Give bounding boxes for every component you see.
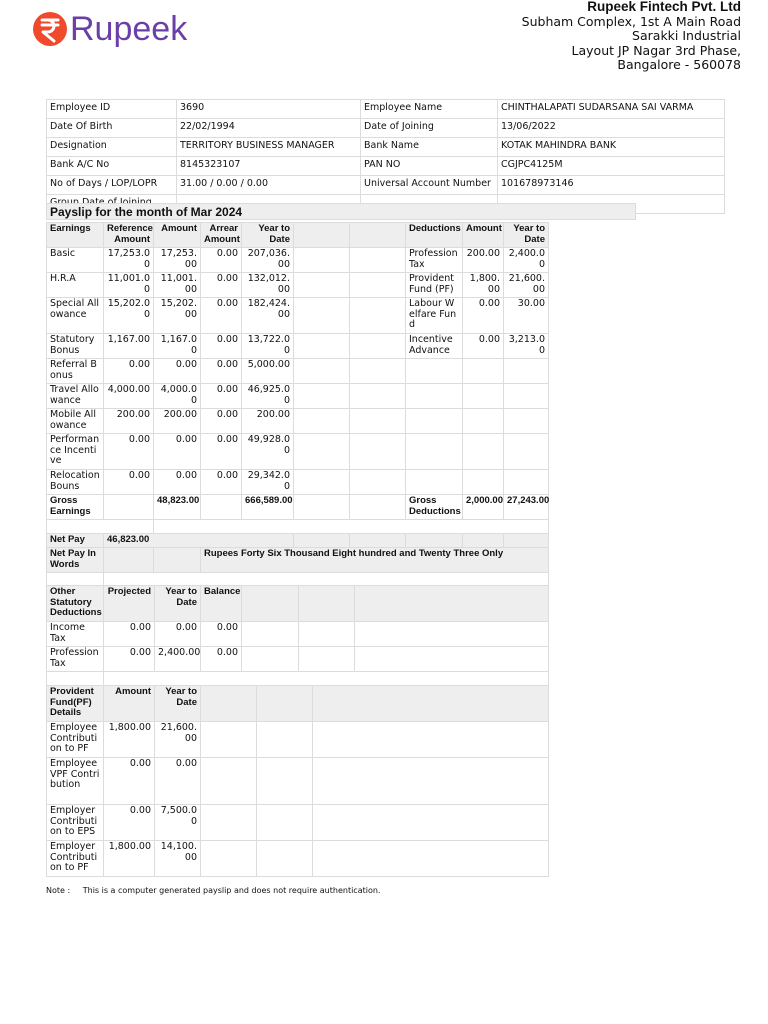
statutory-deductions-table	[46, 585, 549, 686]
statutory-cell: Profession Tax	[47, 647, 104, 672]
net-pay-words-row	[47, 548, 549, 573]
deduction-cell	[504, 409, 549, 434]
info-value: 8145323107	[177, 157, 361, 176]
earnings-row	[47, 248, 549, 273]
gross-cell: 48,823.00	[154, 495, 201, 520]
deduction-cell	[350, 298, 406, 334]
note-label: Note :	[46, 886, 71, 895]
pf-cell	[257, 722, 313, 758]
earning-cell: Travel Allowance	[47, 384, 104, 409]
deduction-cell	[294, 384, 350, 409]
deduction-cell: 3,213.00	[504, 334, 549, 359]
column-header: Year to Date	[242, 223, 294, 248]
earning-cell: 29,342.00	[242, 470, 294, 495]
earning-cell: 0.00	[201, 384, 242, 409]
deduction-cell	[504, 470, 549, 495]
statutory-cell: Income Tax	[47, 622, 104, 647]
earning-cell: 0.00	[104, 434, 154, 470]
deduction-cell	[294, 273, 350, 298]
net-pay-label: Net Pay	[47, 534, 104, 548]
earning-cell: H.R.A	[47, 273, 104, 298]
spacer-row	[47, 520, 549, 534]
info-value: 13/06/2022	[498, 119, 725, 138]
address-line: Bangalore - 560078	[617, 57, 741, 72]
gross-cell: 2,000.00	[463, 495, 504, 520]
earning-cell: 132,012.00	[242, 273, 294, 298]
earning-cell: 0.00	[201, 273, 242, 298]
earnings-row	[47, 334, 549, 359]
spacer-row	[47, 672, 549, 686]
info-label: Bank Name	[361, 138, 498, 157]
column-header	[350, 223, 406, 248]
earning-cell: 4,000.00	[154, 384, 201, 409]
logo-wordmark: Rupeek	[70, 10, 188, 48]
pf-cell	[201, 722, 257, 758]
earnings-row	[47, 359, 549, 384]
empty-cell	[406, 534, 463, 548]
column-header: Year to Date	[155, 586, 201, 622]
pf-cell: 7,500.00	[155, 805, 201, 841]
deduction-cell: Profession Tax	[406, 248, 463, 273]
earning-cell: 5,000.00	[242, 359, 294, 384]
earning-cell: 1,167.00	[104, 334, 154, 359]
deduction-cell	[406, 434, 463, 470]
statutory-cell	[355, 622, 549, 647]
earning-cell: 0.00	[201, 248, 242, 273]
earning-cell: 0.00	[201, 409, 242, 434]
earning-cell: 0.00	[201, 334, 242, 359]
deduction-cell	[350, 384, 406, 409]
earning-cell: 11,001.00	[104, 273, 154, 298]
column-header	[313, 686, 549, 722]
pf-cell	[313, 758, 549, 805]
earning-cell: 0.00	[104, 470, 154, 495]
deduction-cell	[463, 434, 504, 470]
earning-cell: 0.00	[201, 359, 242, 384]
deduction-cell	[463, 359, 504, 384]
deduction-cell: Labour Welfare Fund	[406, 298, 463, 334]
empty-cell	[47, 672, 104, 686]
address-line: Layout JP Nagar 3rd Phase,	[571, 42, 741, 58]
empty-cell	[294, 534, 350, 548]
empty-cell	[104, 548, 154, 573]
earnings-deductions-table	[46, 222, 549, 587]
statutory-row	[47, 647, 549, 672]
empty-cell	[47, 520, 154, 534]
gross-row	[47, 495, 549, 520]
info-label: Date Of Birth	[47, 119, 177, 138]
deduction-cell	[294, 298, 350, 334]
statutory-header-row	[47, 586, 549, 622]
empty-cell	[350, 495, 406, 520]
empty-cell	[463, 534, 504, 548]
pf-cell	[313, 722, 549, 758]
empty-cell	[104, 495, 154, 520]
deduction-cell	[294, 248, 350, 273]
earning-cell: 46,925.00	[242, 384, 294, 409]
earning-cell: 17,253.00	[154, 248, 201, 273]
statutory-cell: 0.00	[155, 622, 201, 647]
deduction-cell	[294, 470, 350, 495]
deduction-cell: 1,800.00	[463, 273, 504, 298]
payslip-title: Payslip for the month of Mar 2024	[46, 203, 636, 220]
deduction-cell	[294, 434, 350, 470]
earning-cell: 13,722.00	[242, 334, 294, 359]
deduction-cell: 0.00	[463, 298, 504, 334]
earnings-row	[47, 273, 549, 298]
earning-cell: 17,253.00	[104, 248, 154, 273]
column-header	[294, 223, 350, 248]
earning-cell: 1,167.00	[154, 334, 201, 359]
deduction-cell: 2,400.00	[504, 248, 549, 273]
info-label: No of Days / LOP/LOPR	[47, 176, 177, 195]
earning-cell: Basic	[47, 248, 104, 273]
earning-cell: 0.00	[201, 298, 242, 334]
gross-cell: Gross Deductions	[406, 495, 463, 520]
pf-cell	[257, 841, 313, 877]
statutory-row	[47, 622, 549, 647]
earning-cell: Relocation Bouns	[47, 470, 104, 495]
pf-cell	[313, 805, 549, 841]
address-line: Sarakki Industrial	[632, 28, 741, 43]
earnings-row	[47, 409, 549, 434]
earning-cell: 15,202.00	[154, 298, 201, 334]
deduction-cell: 30.00	[504, 298, 549, 334]
column-header: Deductions	[406, 223, 463, 248]
deduction-cell	[463, 470, 504, 495]
pf-cell: 1,800.00	[104, 722, 155, 758]
info-label: PAN NO	[361, 157, 498, 176]
earning-cell: 0.00	[154, 470, 201, 495]
earning-cell: 182,424.00	[242, 298, 294, 334]
earning-cell: 4,000.00	[104, 384, 154, 409]
deduction-cell	[406, 470, 463, 495]
pf-cell	[313, 841, 549, 877]
deduction-cell	[294, 409, 350, 434]
pf-cell: 0.00	[104, 758, 155, 805]
info-label: Universal Account Number	[361, 176, 498, 195]
pf-cell: Employee VPF Contribution	[47, 758, 104, 805]
deduction-cell	[504, 359, 549, 384]
empty-cell	[201, 495, 242, 520]
earning-cell: Statutory Bonus	[47, 334, 104, 359]
info-label: Bank A/C No	[47, 157, 177, 176]
earning-cell: Performance Incentive	[47, 434, 104, 470]
deduction-cell	[504, 384, 549, 409]
address-line: Subham Complex, 1st A Main Road	[521, 13, 741, 29]
statutory-cell	[242, 622, 299, 647]
column-header: Projected	[104, 586, 155, 622]
deduction-cell	[350, 470, 406, 495]
earning-cell: 200.00	[104, 409, 154, 434]
gross-cell: Gross Earnings	[47, 495, 104, 520]
column-header: Year to Date	[155, 686, 201, 722]
employee-info-table	[46, 99, 725, 214]
earning-cell: 200.00	[154, 409, 201, 434]
empty-cell	[154, 520, 549, 534]
info-row	[47, 100, 725, 119]
pf-row	[47, 722, 549, 758]
pf-cell: Employer Contribution to EPS	[47, 805, 104, 841]
info-row	[47, 157, 725, 176]
info-value: 22/02/1994	[177, 119, 361, 138]
deduction-cell	[406, 384, 463, 409]
earnings-row	[47, 470, 549, 495]
column-header: Amount	[154, 223, 201, 248]
statutory-cell	[355, 647, 549, 672]
deduction-cell	[294, 359, 350, 384]
earning-cell: 15,202.00	[104, 298, 154, 334]
net-pay-words-value: Rupees Forty Six Thousand Eight hundred and Twenty Three Only	[201, 548, 549, 573]
earnings-row	[47, 384, 549, 409]
deduction-cell: Incentive Advance	[406, 334, 463, 359]
deduction-cell: 200.00	[463, 248, 504, 273]
company-logo	[32, 4, 188, 56]
earning-cell: 0.00	[104, 359, 154, 384]
deduction-cell	[350, 434, 406, 470]
earnings-row	[47, 434, 549, 470]
info-row	[47, 138, 725, 157]
earning-cell: Mobile Allowance	[47, 409, 104, 434]
info-value: 3690	[177, 100, 361, 119]
deduction-cell	[350, 359, 406, 384]
info-label: Employee Name	[361, 100, 498, 119]
deduction-cell	[463, 384, 504, 409]
deduction-cell: 21,600.00	[504, 273, 549, 298]
empty-cell	[504, 534, 549, 548]
pf-cell	[201, 841, 257, 877]
deduction-cell	[504, 434, 549, 470]
statutory-cell: 0.00	[201, 622, 242, 647]
deduction-cell	[406, 409, 463, 434]
info-label: Designation	[47, 138, 177, 157]
column-header: Amount	[463, 223, 504, 248]
empty-cell	[104, 672, 549, 686]
info-value: TERRITORY BUSINESS MANAGER	[177, 138, 361, 157]
pf-cell	[257, 758, 313, 805]
column-header: Arrear Amount	[201, 223, 242, 248]
net-pay-value: 46,823.00	[104, 534, 294, 548]
statutory-cell	[242, 647, 299, 672]
earning-cell: 0.00	[201, 434, 242, 470]
column-header	[257, 686, 313, 722]
empty-cell	[154, 548, 201, 573]
pf-cell	[257, 805, 313, 841]
earning-cell: 11,001.00	[154, 273, 201, 298]
deduction-cell	[350, 248, 406, 273]
pf-cell	[201, 805, 257, 841]
note-text: This is a computer generated payslip and does not require authentication.	[82, 886, 381, 895]
info-label: Employee ID	[47, 100, 177, 119]
earning-cell: 200.00	[242, 409, 294, 434]
earning-cell: Referral Bonus	[47, 359, 104, 384]
empty-cell	[294, 495, 350, 520]
company-address-block	[522, 0, 741, 73]
company-name: Rupeek Fintech Pvt. Ltd	[587, 0, 741, 14]
deduction-cell	[406, 359, 463, 384]
pf-cell: Employer Contribution to PF	[47, 841, 104, 877]
info-label: Date of Joining	[361, 119, 498, 138]
rupee-logo-icon	[32, 4, 188, 56]
info-value: CHINTHALAPATI SUDARSANA SAI VARMA	[498, 100, 725, 119]
pf-cell	[201, 758, 257, 805]
info-row	[47, 119, 725, 138]
statutory-cell: 2,400.00	[155, 647, 201, 672]
pf-row	[47, 841, 549, 877]
deduction-cell	[463, 409, 504, 434]
gross-cell: 666,589.00	[242, 495, 294, 520]
deduction-cell: 0.00	[463, 334, 504, 359]
payslip-note	[46, 886, 380, 895]
column-header: Balance	[201, 586, 242, 622]
pf-cell: 0.00	[155, 758, 201, 805]
column-header	[201, 686, 257, 722]
column-header: Provident Fund(PF) Details	[47, 686, 104, 722]
pf-row	[47, 805, 549, 841]
earnings-header-row	[47, 223, 549, 248]
column-header: Year to Date	[504, 223, 549, 248]
earning-cell: 0.00	[154, 359, 201, 384]
gross-cell: 27,243.00	[504, 495, 549, 520]
column-header: Other Statutory Deductions	[47, 586, 104, 622]
pf-cell: Employee Contribution to PF	[47, 722, 104, 758]
earnings-row	[47, 298, 549, 334]
info-value: 101678973146	[498, 176, 725, 195]
earning-cell: 0.00	[154, 434, 201, 470]
column-header	[242, 586, 299, 622]
pf-cell: 0.00	[104, 805, 155, 841]
info-value: 31.00 / 0.00 / 0.00	[177, 176, 361, 195]
column-header	[355, 586, 549, 622]
deduction-cell	[350, 334, 406, 359]
net-pay-row	[47, 534, 549, 548]
column-header: Reference Amount	[104, 223, 154, 248]
earning-cell: Special Allowance	[47, 298, 104, 334]
info-row	[47, 176, 725, 195]
statutory-cell	[299, 622, 355, 647]
pf-row	[47, 758, 549, 805]
statutory-cell: 0.00	[201, 647, 242, 672]
deduction-cell	[350, 273, 406, 298]
pf-cell: 1,800.00	[104, 841, 155, 877]
column-header: Earnings	[47, 223, 104, 248]
earning-cell: 207,036.00	[242, 248, 294, 273]
info-value: CGJPC4125M	[498, 157, 725, 176]
deduction-cell: Provident Fund (PF)	[406, 273, 463, 298]
info-value: KOTAK MAHINDRA BANK	[498, 138, 725, 157]
column-header	[299, 586, 355, 622]
statutory-cell: 0.00	[104, 647, 155, 672]
empty-cell	[350, 534, 406, 548]
pf-cell: 21,600.00	[155, 722, 201, 758]
column-header: Amount	[104, 686, 155, 722]
deduction-cell	[294, 334, 350, 359]
net-pay-words-label: Net Pay In Words	[47, 548, 104, 573]
pf-details-table	[46, 685, 549, 877]
pf-header-row	[47, 686, 549, 722]
earning-cell: 0.00	[201, 470, 242, 495]
deduction-cell	[350, 409, 406, 434]
statutory-cell: 0.00	[104, 622, 155, 647]
statutory-cell	[299, 647, 355, 672]
earning-cell: 49,928.00	[242, 434, 294, 470]
pf-cell: 14,100.00	[155, 841, 201, 877]
